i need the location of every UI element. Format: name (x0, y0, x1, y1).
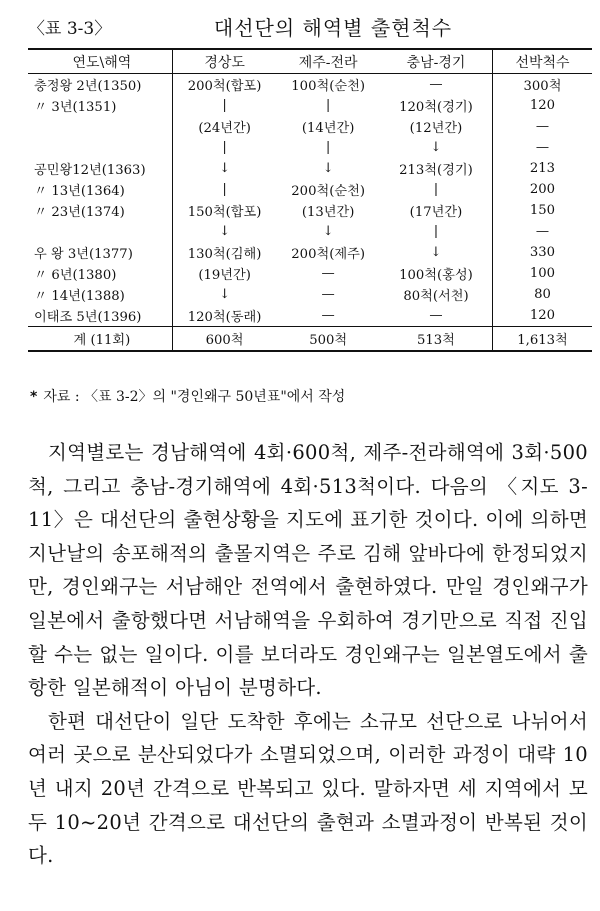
cell-jeju-jeolla: | (325, 98, 331, 113)
table-row (28, 179, 592, 200)
cell-gyeongsang: (19년간) (172, 263, 276, 284)
table-title: 대선단의 해역별 출현척수 (213, 16, 453, 40)
cell-jeju-jeolla: (14년간) (301, 121, 355, 136)
cell-gyeongsang: ↓ (172, 158, 276, 179)
table-row (28, 95, 592, 116)
cell-gyeongsang: 130척(김해) (172, 242, 276, 263)
table-header-row (28, 49, 592, 74)
cell-jeju-jeolla: — (321, 308, 335, 323)
row-year (28, 116, 172, 137)
cell-ship-count: 330 (493, 242, 593, 263)
cell-ship-count: 100 (493, 263, 593, 284)
cell-chungnam-gyeonggi: 513척 (380, 327, 493, 352)
cell-gyeongsang: ↓ (172, 221, 276, 242)
cell-gyeongsang: 200척(합포) (172, 74, 276, 96)
cell-jeju-jeolla: (13년간) (301, 205, 355, 220)
cell-ship-count: 120 (493, 305, 593, 327)
row-year: 〃 3년(1351) (34, 100, 117, 115)
cell-ship-count: — (493, 137, 593, 158)
table-row (28, 116, 592, 137)
source-text: 자료 : 〈표 3-2〉의 "경인왜구 50년표"에서 작성 (43, 389, 346, 405)
cell-jeju-jeolla: — (321, 287, 335, 302)
cell-chungnam-gyeonggi: (17년간) (409, 205, 463, 220)
cell-ship-count: 150 (493, 200, 593, 221)
row-year: 〃 14년(1388) (34, 289, 125, 304)
cell-gyeongsang: ↓ (172, 284, 276, 305)
row-year (28, 221, 172, 242)
source-note (30, 386, 345, 406)
table-row (28, 200, 592, 221)
row-year (28, 137, 172, 158)
cell-chungnam-gyeonggi: ↓ (430, 245, 442, 260)
table-row (28, 242, 592, 263)
cell-jeju-jeolla: 200척(순천) (291, 184, 365, 199)
cell-jeju-jeolla: 500척 (276, 327, 380, 352)
row-year: 공민왕12년(1363) (34, 163, 146, 178)
paragraph: 지역별로는 경남해역에 4회·600척, 제주-전라해역에 3회·500척, 그리고 충남-경기해역에 4회·513척이다. 다음의 〈지도 3-11〉은 대선단의 출현상황을 지도에 표기한 것이다. 이에 의하면 지난날의 송포해적의 출몰지역은 주로 김해 앞바다에 한정되었지만, 경인왜구는 서남해안 전역에서 출현하였다. 만일 경인왜구가 일본에서 출항했다면 서남해역을 우회하여 경기만으로 직접 진입할 수는 없는 일이다. 이를 보더라도 경인왜구는 일본열도에서 출항한 일본해적이 아님이 분명하다. (28, 441, 588, 700)
cell-ship-count: 300척 (493, 74, 593, 96)
cell-chungnam-gyeonggi: — (429, 308, 443, 323)
cell-ship-count: — (493, 116, 593, 137)
cell-chungnam-gyeonggi: 120척(경기) (399, 100, 473, 115)
table-row (28, 158, 592, 179)
cell-gyeongsang: | (172, 179, 276, 200)
cell-ship-count: — (493, 221, 593, 242)
table-row (28, 137, 592, 158)
cell-chungnam-gyeonggi: ↓ (430, 140, 442, 155)
row-year: 우 왕 3년(1377) (34, 247, 133, 262)
cell-ship-count: 80 (493, 284, 593, 305)
cell-jeju-jeolla: ↓ (322, 224, 334, 239)
table-row (28, 221, 592, 242)
cell-chungnam-gyeonggi: 100척(홍성) (399, 268, 473, 283)
table-row (28, 305, 592, 327)
cell-jeju-jeolla: 100척(순천) (291, 79, 365, 94)
body-text (28, 436, 588, 873)
cell-gyeongsang: | (172, 95, 276, 116)
cell-chungnam-gyeonggi: | (433, 182, 439, 197)
cell-gyeongsang: (24년간) (172, 116, 276, 137)
cell-jeju-jeolla: ↓ (322, 161, 334, 176)
row-year: 〃 13년(1364) (34, 184, 125, 199)
cell-jeju-jeolla: | (325, 140, 331, 155)
row-year: 이태조 5년(1396) (34, 310, 142, 325)
header-ship-count: 선박척수 (493, 49, 593, 74)
paragraph: 한편 대선단이 일단 도착한 후에는 소규모 선단으로 나뉘어서 여러 곳으로 분산되었다가 소멸되었으며, 이러한 과정이 대략 10년 내지 20년 간격으로 반복되고 있다. 말하자면 세 지역에서 모두 10~20년 간격으로 대선단의 출현과 소멸과정이 반복된 것이다. (28, 709, 588, 868)
table-number: 〈표 3-3〉 (28, 19, 112, 39)
cell-ship-count: 1,613척 (493, 327, 593, 352)
row-year: 〃 23년(1374) (34, 205, 125, 220)
row-year: 충정왕 2년(1350) (34, 79, 142, 94)
header-gyeongsang: 경상도 (172, 49, 276, 74)
header-chungnam-gyeonggi: 충남-경기 (380, 49, 493, 74)
cell-ship-count: 200 (493, 179, 593, 200)
table-row (28, 284, 592, 305)
cell-gyeongsang: 150척(합포) (172, 200, 276, 221)
cell-ship-count: 213 (493, 158, 593, 179)
ship-count-table (28, 48, 592, 352)
table-row (28, 74, 592, 96)
cell-gyeongsang: | (172, 137, 276, 158)
header-jeju-jeolla: 제주-전라 (276, 49, 380, 74)
cell-jeju-jeolla: — (321, 266, 335, 281)
cell-chungnam-gyeonggi: 213척(경기) (399, 163, 473, 178)
cell-chungnam-gyeonggi: (12년간) (409, 121, 463, 136)
row-year: 〃 6년(1380) (34, 268, 117, 283)
cell-gyeongsang: 600척 (172, 327, 276, 352)
header-year-region: 연도\해역 (28, 49, 172, 74)
cell-chungnam-gyeonggi: — (429, 77, 443, 92)
cell-gyeongsang: 120척(동래) (172, 305, 276, 327)
table-total-row (28, 327, 592, 352)
source-marker: * (30, 389, 38, 405)
table-caption (28, 12, 588, 42)
cell-chungnam-gyeonggi: | (433, 224, 439, 239)
cell-ship-count: 120 (493, 95, 593, 116)
cell-jeju-jeolla: 200척(제주) (291, 247, 365, 262)
cell-chungnam-gyeonggi: 80척(서천) (403, 289, 469, 304)
total-label: 계 (11회) (28, 327, 172, 352)
table-row (28, 263, 592, 284)
